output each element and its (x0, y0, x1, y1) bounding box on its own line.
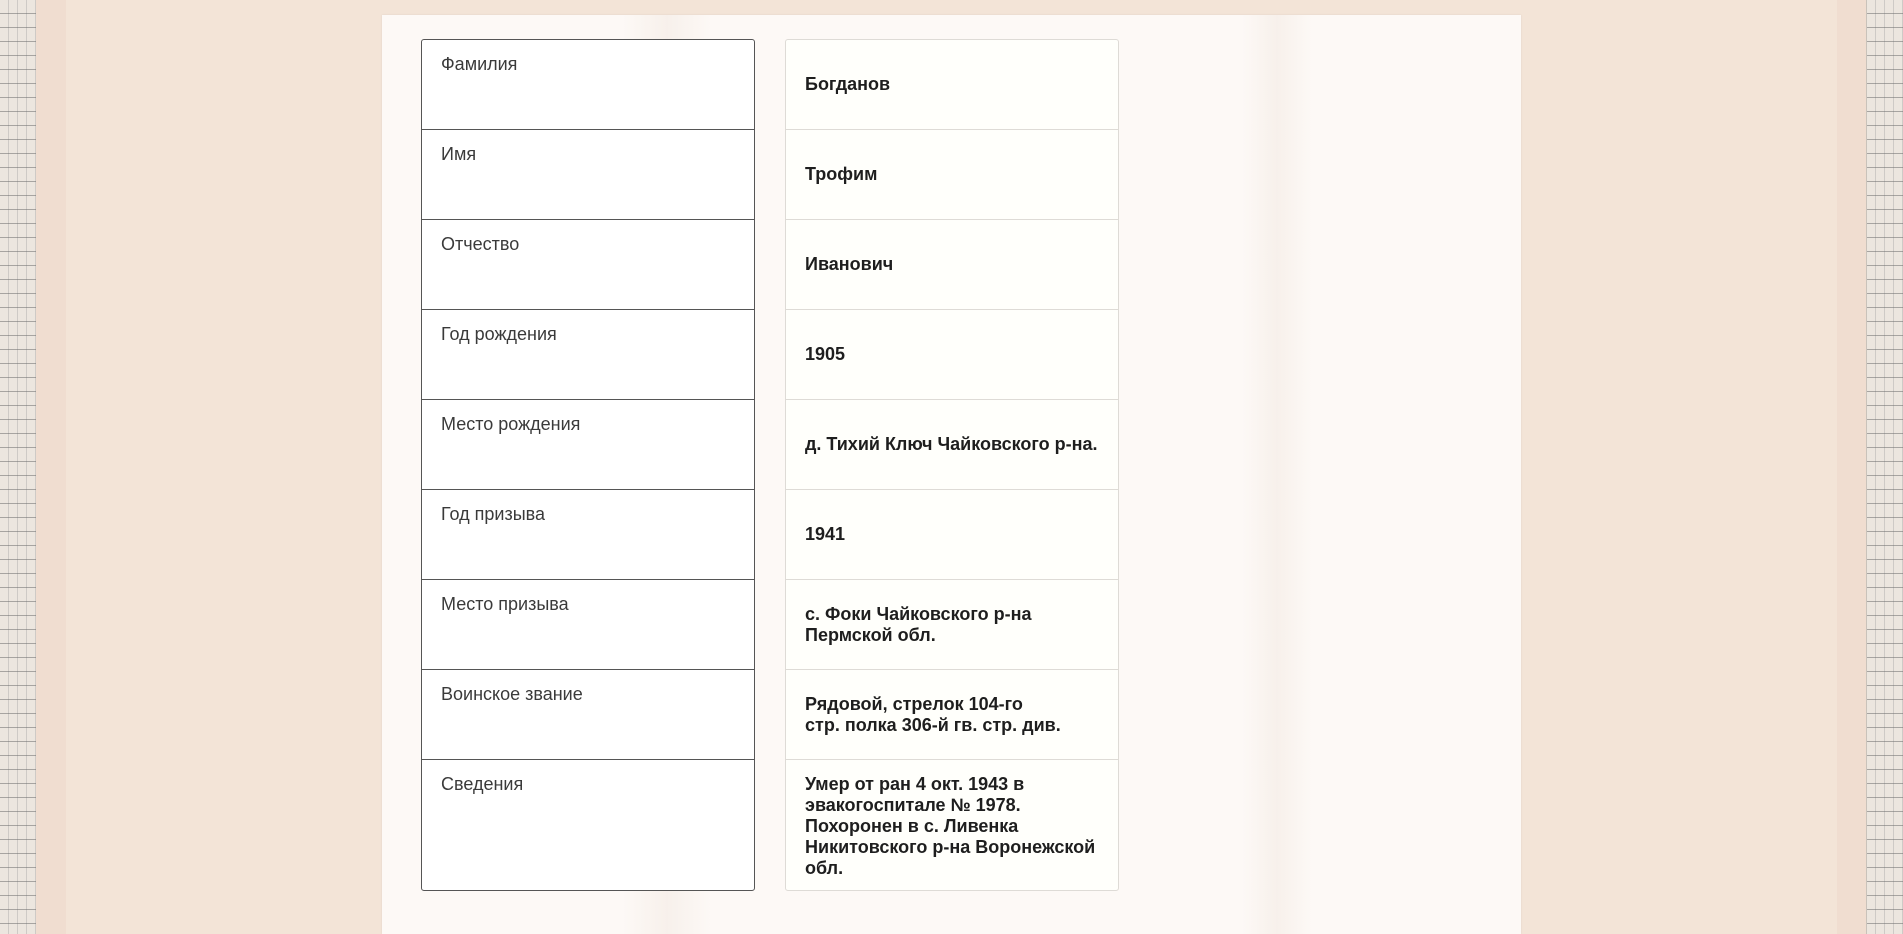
field-values-column (785, 39, 1119, 891)
value-text: Трофим (805, 164, 878, 184)
label-first-name: Имя (422, 130, 754, 220)
value-patronymic (786, 220, 1118, 310)
value-birth-place (786, 400, 1118, 490)
sheet-shade (1242, 15, 1312, 934)
label-military-rank: Воинское звание (422, 670, 754, 760)
label-surname: Фамилия (422, 40, 754, 130)
value-text: Умер от ран 4 окт. 1943 в эвакогоспитале № 1978. Похоронен в с. Ливенка Никитовского р-на Воронежской обл. (805, 774, 1096, 878)
left-gutter (36, 0, 66, 934)
right-ruler (1866, 0, 1903, 934)
value-text: с. Фоки Чайковского р-на Пермской обл. (805, 603, 1032, 645)
value-birth-year (786, 310, 1118, 400)
left-ruler (0, 0, 37, 934)
value-surname (786, 40, 1118, 130)
value-text: Иванович (805, 254, 894, 274)
value-conscription-place (786, 580, 1118, 670)
value-conscription-year (786, 490, 1118, 580)
label-conscription-year: Год призыва (422, 490, 754, 580)
value-text: д. Тихий Ключ Чайковского р-на. (805, 434, 1098, 454)
value-text: 1941 (805, 524, 846, 544)
value-text: 1905 (805, 344, 846, 364)
label-birth-place: Место рождения (422, 400, 754, 490)
field-labels-column (421, 39, 755, 891)
right-gutter (1837, 0, 1867, 934)
value-text: Богданов (805, 74, 891, 94)
label-details: Сведения (441, 774, 524, 794)
label-birth-year: Год рождения (422, 310, 754, 400)
value-first-name (786, 130, 1118, 220)
value-text: Рядовой, стрелок 104-го стр. полка 306-й гв. стр. див. (805, 693, 1061, 735)
record-sheet (382, 15, 1521, 934)
value-military-rank (786, 670, 1118, 760)
label-conscription-place: Место призыва (422, 580, 754, 670)
label-patronymic: Отчество (422, 220, 754, 310)
value-details (786, 760, 1118, 890)
